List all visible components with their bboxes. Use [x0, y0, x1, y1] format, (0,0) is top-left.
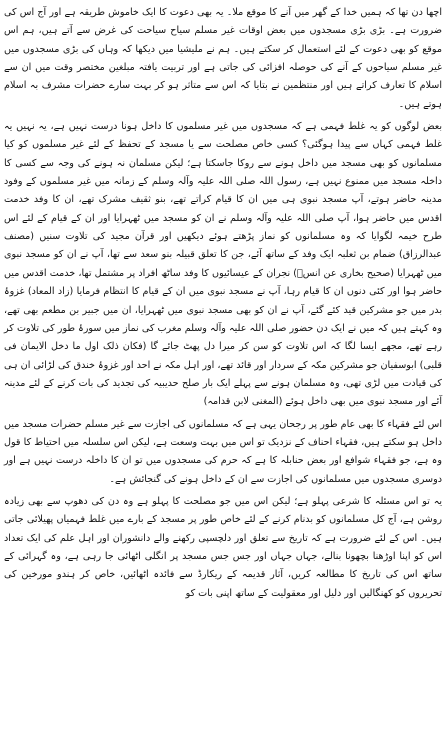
article-paragraph: یہ تو اس مسئلہ کا شرعی پہلو ہے؛ لیکن اس میں جو مصلحت کا پہلو ہے وہ دن کی دھوپ سے بھی زیادہ روشن ہے، آج کل مسلمانوں کو بدنام کرنے کے لئے خاص طور پر مسجد کے بارے میں غلط فہمیاں پھیلائی جاتی ہیں۔ اس کے لئے ضرورت ہے کہ تاریخ سے تعلق اور دلچسپی رکھنے والے دانشوران اور اہل علم کی ایک تعداد اس کو اپنا اوڑھنا بچھونا بنالے، جہاں جہاں اور جس جس مسجد پر انگلی اٹھائی جا رہی ہے، وہ گہرائی کے ساتھ اس کی تاریخ کا مطالعہ کریں، آثار قدیمہ کے ریکارڈ سے فائدہ اٹھائیں، خاص کر ہندو مورخین کی تحریروں کو کھنگالیں اور دلیل اور معقولیت کے ساتھ اپنی بات کو — [4, 495, 442, 599]
article-paragraph: اس لئے فقہاء کا بھی عام طور پر رجحان یہی ہے کہ مسلمانوں کی اجازت سے غیر مسلم حضرات مسجد میں داخل ہو سکتے ہیں، فقہاء احناف کے نزدیک تو اس میں بہت وسعت ہے، لیکن اس سلسلہ میں احتیاط کا قول وہ ہے، جو فقہاء شوافع اور بعض حنابلہ کا ہے کہ حرم کی مسجدوں میں تو ان کا داخلہ درست نہیں ہے اور دوسری مسجدوں میں مسلمانوں کی اجازت سے ان کے داخل ہونے کی گنجائش ہے۔ — [4, 418, 442, 485]
article-paragraph: اچھا دن تھا کہ ہمیں خدا کے گھر میں آنے کا موقع ملا۔ یہ بھی دعوت کا ایک خاموش طریقہ ہے اور آج اس کی ضرورت ہے۔ بڑی بڑی مسجدوں میں بعض اوقات غیر مسلم سیاح سیاحت کی غرض سے آتے ہیں، ہم اس موقع کو بھی دعوت کے لئے استعمال کر سکتے ہیں۔ ہم نے ملیشیا میں دیکھا کہ وہاں کی بڑی مسجدوں میں غیر مسلم سیاحوں کے آنے کی حوصلہ افزائی کی جاتی ہے اور تربیت یافتہ مبلغین مختصر وقت میں ان سے اسلام کا تعارف کراتے ہیں اور منتظمین نے بتایا کہ اس سے متاثر ہو کر بہت سارے حضرات مشرف بہ اسلام ہوتے ہیں۔ — [4, 7, 442, 110]
article-paragraph: بعض لوگوں کو یہ غلط فہمی ہے کہ مسجدوں میں غیر مسلموں کا داخل ہونا درست نہیں ہے، یہ نہیں یہ غلط فہمی کہاں سے پیدا ہوگئی؟ کسی خاص مصلحت سے یا مسجد کے تحفظ کے لئے غیر مسلموں کو کیا مسلمانوں کو بھی مسجد میں داخل ہونے سے روکا جاسکتا ہے؛ لیکن مسلمان نہ ہونے کی وجہ سے کسی کا داخلہ مسجد میں ممنوع نہیں ہے، رسول اللہ صلی اللہ علیہ وآلہ وسلم کے زمانہ میں غیر مسلموں کے وفود مدینہ حاضر ہوتے، آپ مسجد نبوی ہی میں ان کا قیام کراتے تھے، بنو ثقیف مشرک تھے، ان کا وفد خدمت اقدس میں حاضر ہوا، آپ صلی اللہ علیہ وآلہ وسلم نے ان کو مسجد میں ٹھہرایا اور ان کے قیام کے لئے اس طرح خیمہ لگوایا کہ وہ مسلمانوں کو نماز پڑھتے ہوئے دیکھیں اور قرآن مجید کی تلاوت سنیں (مصنف عبدالرزاق) ضمام بن ثعلبہ ایک وفد کے ساتھ آئے، جن کا تعلق قبیلہ بنو سعد سے تھا، آپ نے ان کو مسجد نبوی میں ٹھہرایا (صحیح بخاری عن انسؓ) نجران کے عیسائیوں کا وفد ساٹھ افراد پر مشتمل تھا، خدمت اقدس میں حاضر ہوا اور کئی دنوں ان کا قیام رہا، آپ نے مسجد نبوی میں ان کے قیام کا انتظام فرمایا (زاد المعاد) غزوۂ بدر میں جو مشرکین قید کئے گئے، آپ نے ان کو بھی مسجد نبوی میں ٹھہرایا، ان میں جبیر بن مطعم بھی تھے، وہ کہتے ہیں کہ میں نے ایک دن حضور صلی اللہ علیہ وآلہ وسلم مغرب کی نماز میں سورۂ طور کی تلاوت کر رہے تھے، مجھے ایسا لگا کہ اس تلاوت کو سن کر میرا دل پھٹ جائے گا (فکان ذلک اول ما دخل الایمان فی قلبی) ابوسفیان جو مشرکین مکہ کے سردار اور قائد تھے، اور اہل مکہ نے احد اور غزوۂ خندق کی لڑائی ان ہی کی قیادت میں لڑی تھی، وہ مسلمان ہونے سے پہلے ایک بار صلح حدیبیہ کی تجدید کی بات کرنے کے لئے مدینہ آئے اور مسجد نبوی میں بھی داخل ہوئے (المغنی لابن قدامہ) — [4, 121, 442, 408]
